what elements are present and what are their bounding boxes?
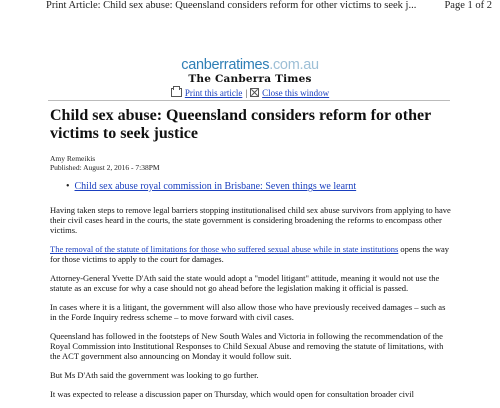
article-actions: [0, 88, 500, 98]
print-article-link[interactable]: Print this article: [184, 88, 243, 98]
newspaper-name: The Canberra Times: [188, 73, 312, 85]
print-header: [46, 0, 496, 11]
page-number: Page 1 of 2: [444, 0, 492, 11]
related-article-item: [66, 181, 356, 192]
paragraph-6: But Ms D'Ath said the government was looking to go further.: [50, 370, 259, 380]
article-headline: Child sex abuse: Queensland considers reform for other victims to seek justice: [50, 107, 431, 142]
paragraph-1: Having taken steps to remove legal barriers stopping institutionalised child sex abuse survivors from applying to have their civil cases heard in the courts, the state government is considering broadening the reforms to encompass other victims.: [50, 205, 451, 235]
paragraph-3: Attorney-General Yvette D'Ath said the state would adopt a "model litigant" attitude, meaning it would not use the statute as an excuse for why a case should not go ahead before the legislation making it official is passed.: [50, 273, 440, 293]
paragraph-4: In cases where it is a litigant, the government will also allow those who have previously received damages – such as in the Forde Inquiry redress scheme – to move forward with civil cases.: [50, 302, 446, 322]
print-page-title: Print Article: Child sex abuse: Queensland considers reform for other victims to seek j...: [46, 0, 417, 11]
link-separator: |: [245, 88, 248, 98]
statute-removal-link[interactable]: The removal of the statute of limitations for those who suffered sexual abuse while in state institutions: [50, 244, 399, 254]
site-logo-main: canberratimes: [181, 57, 270, 73]
published-date: Published: August 2, 2016 - 7:38PM: [50, 163, 160, 172]
article-body: [50, 205, 452, 408]
site-logo: [0, 58, 500, 73]
author-name: Amy Remeikis: [50, 154, 96, 163]
related-article-link[interactable]: Child sex abuse royal commission in Brisbane: Seven things we learnt: [74, 181, 357, 192]
byline: [50, 154, 160, 172]
paragraph-2-text: opens the way for those victims to apply to the court for damages.: [50, 244, 450, 264]
site-logo-suffix: .com.au: [269, 57, 319, 73]
close-window-link[interactable]: Close this window: [262, 88, 330, 98]
close-icon[interactable]: [250, 88, 259, 97]
paragraph-5: Queensland has followed in the footsteps of New South Wales and Victoria in following the recommendation of the Royal Commission into Institutional Responses to Child Sexual Abuse and removing the statute of limitations, with the ACT government also announcing on Monday it would follow suit.: [50, 331, 444, 361]
header-divider: [48, 100, 450, 101]
printer-icon[interactable]: [171, 88, 182, 97]
masthead: [0, 58, 500, 85]
paragraph-7: It was expected to release a discussion paper on Thursday, which would open for consultation broader civil: [50, 389, 414, 399]
bullet-icon: •: [66, 181, 70, 192]
paragraph-2: [50, 244, 452, 264]
